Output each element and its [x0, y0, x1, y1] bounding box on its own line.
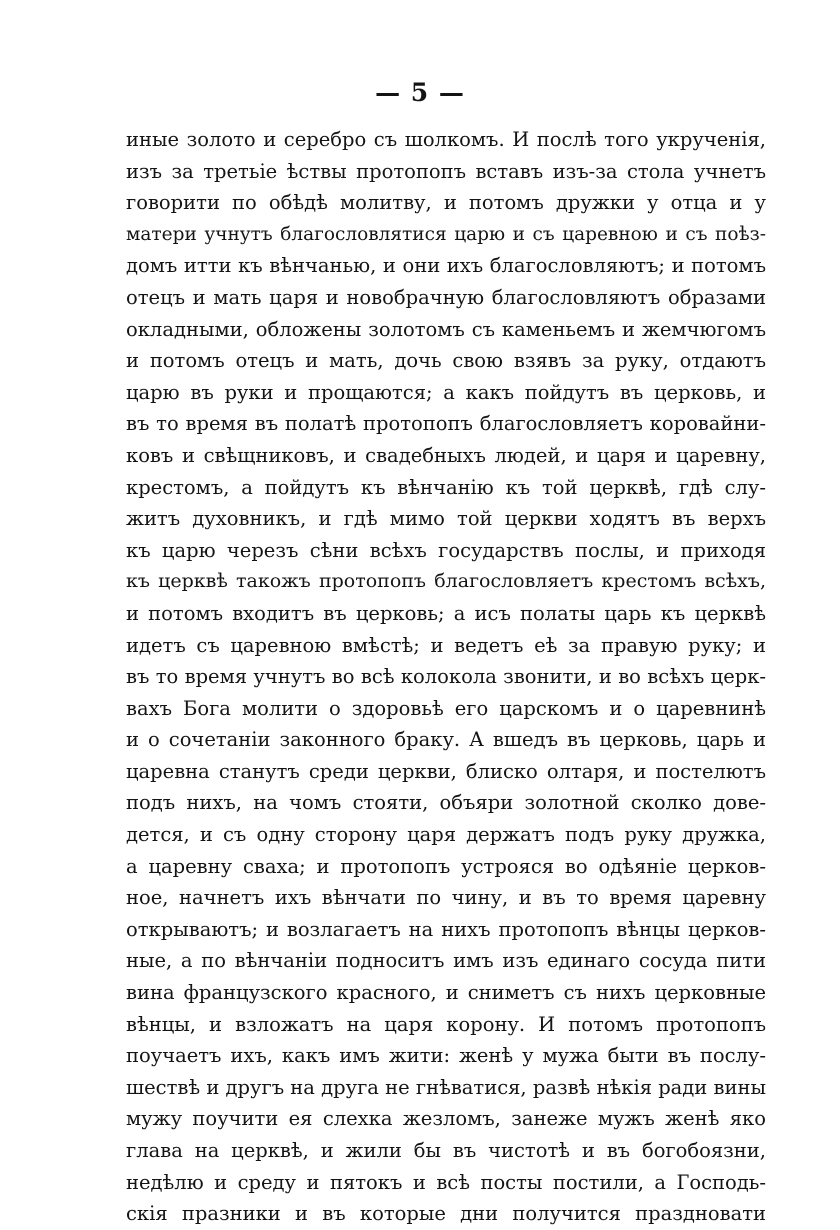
text-line: вахъ Бога молити о здоровьѣ его царскомъ и о царевнинѣ [126, 696, 766, 720]
text-line: поучаетъ ихъ, какъ имъ жити: женѣ у мужа быти въ послу- [126, 1044, 766, 1068]
text-line: и о сочетаніи законного браку. А вшедъ въ церковь, царь и [126, 728, 766, 752]
text-line: а царевну сваха; и протопопъ устрояся во одѣяніе церков- [126, 854, 766, 878]
text-line: вина французского красного, и сниметъ съ нихъ церковные [126, 981, 766, 1005]
text-line: идетъ съ царевною вмѣстѣ; и ведетъ еѣ за правую руку; и [126, 633, 766, 657]
body-text [126, 124, 766, 1230]
text-line: вѣнцы, и взложатъ на царя корону. И потомъ протопопъ [126, 1012, 766, 1036]
text-line: недѣлю и среду и пятокъ и всѣ посты постили, а Господь- [126, 1170, 766, 1194]
text-line: матери учнутъ благословлятися царю и съ царевною и съ поѣз- [126, 223, 766, 245]
text-line: и потомъ отецъ и мать, дочь свою взявъ за руку, отдаютъ [126, 349, 766, 373]
text-line: скія празники и въ которые дни получится праздновати [126, 1202, 766, 1226]
text-line: мужу поучити ея слехка жезломъ, занеже мужъ женѣ яко [126, 1107, 766, 1131]
text-line: изъ за третьіе ѣствы протопопъ вставъ изъ-за стола учнетъ [126, 159, 766, 183]
text-line: царевна станутъ среди церкви, блиско олтаря, и постелютъ [126, 759, 766, 783]
text-line: въ то время учнутъ во всѣ колокола звонити, и во всѣхъ церк- [126, 665, 766, 689]
text-line: открываютъ; и возлагаетъ на нихъ протопопъ вѣнцы церков- [126, 917, 766, 941]
text-line: къ церквѣ такожъ протопопъ благословляетъ крестомъ всѣхъ, [126, 570, 766, 593]
text-line: домъ итти къ вѣнчанью, и они ихъ благословляютъ; и потомъ [126, 254, 766, 278]
text-line: и потомъ входитъ въ церковь; а исъ полаты царь къ церквѣ [126, 601, 766, 625]
text-line: ные, а по вѣнчаніи подноситъ имъ изъ единаго сосуда пити [126, 949, 766, 973]
text-line: иные золото и серебро съ шолкомъ. И послѣ того укрученія, [126, 128, 766, 151]
text-line: царю въ руки и прощаются; а какъ пойдутъ въ церковь, и [126, 380, 766, 404]
text-line: окладными, обложены золотомъ съ каменьемъ и жемчюгомъ [126, 317, 766, 341]
text-line: шествѣ и другъ на друга не гнѣватися, развѣ нѣкія ради вины [126, 1075, 766, 1099]
page-number: — 5 — [375, 78, 465, 107]
text-line: подъ нихъ, на чомъ стояти, объяри золотной сколко дове- [126, 791, 766, 815]
text-line: къ царю черезъ сѣни всѣхъ государствъ послы, и приходя [126, 538, 766, 562]
text-line: крестомъ, а пойдутъ къ вѣнчанію къ той церквѣ, гдѣ слу- [126, 475, 766, 499]
text-line: дется, и съ одну сторону царя держатъ подъ руку дружка, [126, 823, 766, 847]
text-line: житъ духовникъ, и гдѣ мимо той церкви ходятъ въ верхъ [126, 507, 766, 531]
text-line: ковъ и свѣщниковъ, и свадебныхъ людей, и царя и царевну, [126, 443, 766, 467]
text-line: въ то время въ полатѣ протопопъ благословляетъ коровайни- [126, 412, 766, 436]
text-line: глава на церквѣ, и жили бы въ чистотѣ и въ богобоязни, [126, 1139, 766, 1162]
text-line: ное, начнетъ ихъ вѣнчати по чину, и въ то время царевну [126, 886, 766, 910]
text-line: говорити по обѣдѣ молитву, и потомъ дружки у отца и у [126, 191, 766, 215]
text-line: отецъ и мать царя и новобрачную благословляютъ образами [126, 285, 766, 309]
